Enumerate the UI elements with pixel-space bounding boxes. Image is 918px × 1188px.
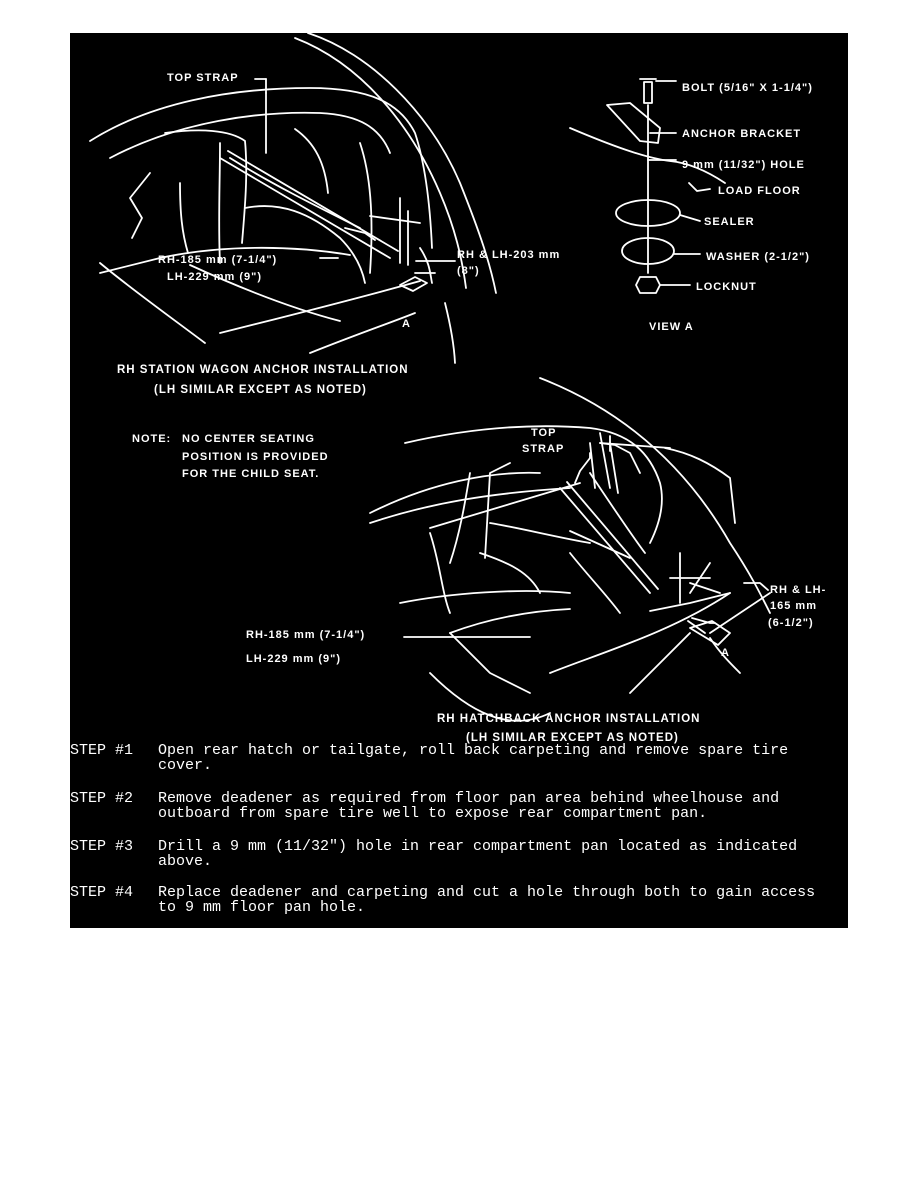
sw-view-marker: A bbox=[402, 318, 411, 330]
sw-rh-lh-label-line2: (8") bbox=[457, 265, 480, 277]
sw-top-strap-label: TOP STRAP bbox=[167, 72, 239, 84]
step-label: STEP #2 bbox=[70, 790, 134, 807]
view-a-title: VIEW A bbox=[649, 321, 694, 333]
view-a-drawing bbox=[570, 79, 725, 293]
hb-caption-line2: (LH SIMILAR EXCEPT AS NOTED) bbox=[466, 732, 679, 744]
view-a-part-anchor-bracket: ANCHOR BRACKET bbox=[682, 128, 802, 140]
sw-rh-lh-label-line1: RH & LH-203 mm bbox=[457, 249, 561, 261]
hb-rh-lh-line3: (6-1/2") bbox=[768, 617, 814, 629]
hb-rh-label: RH-185 mm (7-1/4") bbox=[246, 629, 366, 641]
step-text: Replace deadener and carpeting and cut a hole through both to gain access to 9 mm floor pan hole. bbox=[158, 884, 816, 916]
step-label: STEP #1 bbox=[70, 742, 134, 759]
hb-rh-lh-line1: RH & LH- bbox=[770, 584, 827, 596]
sw-caption-line2: (LH SIMILAR EXCEPT AS NOTED) bbox=[154, 384, 367, 396]
sw-lh-label: LH-229 mm (9") bbox=[167, 271, 263, 283]
view-a-part-hole: 9 mm (11/32") HOLE bbox=[682, 159, 805, 171]
hb-rh-lh-line2: 165 mm bbox=[770, 600, 817, 612]
hb-view-marker: A bbox=[721, 647, 730, 659]
note-line3: FOR THE CHILD SEAT. bbox=[182, 468, 320, 480]
view-a-part-washer: WASHER (2-1/2") bbox=[706, 251, 810, 263]
hatchback-drawing bbox=[370, 378, 770, 721]
hb-lh-label: LH-229 mm (9") bbox=[246, 653, 342, 665]
view-a-part-bolt: BOLT (5/16" X 1-1/4") bbox=[682, 82, 813, 94]
step-label: STEP #3 bbox=[70, 838, 134, 855]
note-line1: NO CENTER SEATING bbox=[182, 433, 315, 445]
view-a-part-sealer: SEALER bbox=[704, 216, 755, 228]
step-text: Drill a 9 mm (11/32") hole in rear compartment pan located as indicated above. bbox=[158, 838, 798, 870]
station-wagon-drawing bbox=[90, 33, 496, 363]
view-a-part-locknut: LOCKNUT bbox=[696, 281, 757, 293]
step-text: Remove deadener as required from floor pan area behind wheelhouse and outboard from spare tire well to expose rear compartment pan. bbox=[158, 790, 780, 822]
step-text: Open rear hatch or tailgate, roll back carpeting and remove spare tire cover. bbox=[158, 742, 789, 774]
hb-caption-line1: RH HATCHBACK ANCHOR INSTALLATION bbox=[437, 713, 701, 725]
instruction-panel bbox=[70, 33, 848, 928]
view-a-part-load-floor: LOAD FLOOR bbox=[718, 185, 801, 197]
hb-top-strap-line2: STRAP bbox=[522, 443, 565, 455]
hb-top-strap-line1: TOP bbox=[531, 427, 557, 439]
note-prefix: NOTE: bbox=[132, 433, 172, 445]
note-line2: POSITION IS PROVIDED bbox=[182, 451, 329, 463]
sw-rh-label: RH-185 mm (7-1/4") bbox=[158, 254, 278, 266]
sw-caption-line1: RH STATION WAGON ANCHOR INSTALLATION bbox=[117, 364, 409, 376]
step-label: STEP #4 bbox=[70, 884, 134, 901]
